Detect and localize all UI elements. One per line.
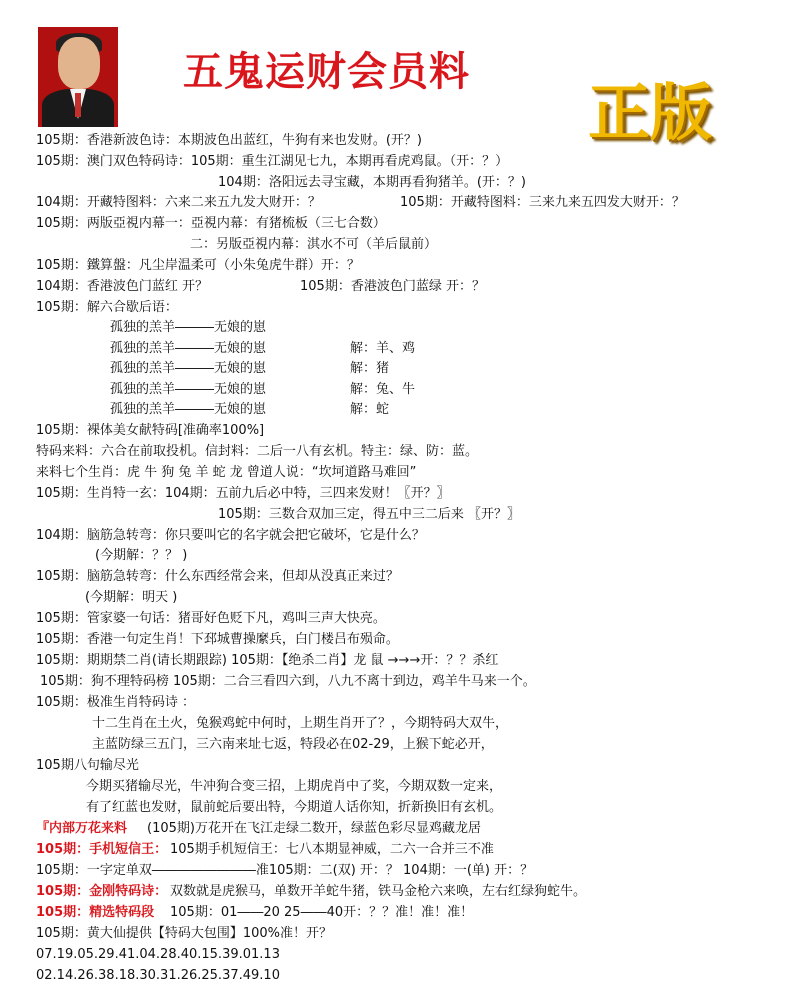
text-line: 105期：脑筋急转弯：什么东西经常会来，但却从没真正来过？ — [36, 569, 399, 584]
text-line: 104期：香港波色门蓝红 开？ — [36, 279, 208, 294]
text-line: 主蓝防绿三五门，三六南来址七返，特段必在02-29，上猴下蛇必开， — [92, 737, 494, 752]
text-line: 105期：管家婆一句话：猪哥好色贬下凡，鸡叫三声大快亮。 — [36, 611, 386, 626]
text-line: 07.19.05.29.41.04.28.40.15.39.01.13 — [36, 947, 280, 962]
page-title: 五鬼运财会员料 — [183, 49, 470, 95]
text-line: 孤独的羔羊―――无娘的崽 — [110, 341, 267, 356]
text-line: 105期：开藏特图料：三来九来五四发大财开：？ — [400, 195, 685, 210]
text-line: 104期：开藏特图料：六来二来五九发大财开：？ — [36, 195, 321, 210]
text-line: 105期：香港新波色诗：本期波色出蓝红，牛狗有来也发财。(开？) — [36, 133, 422, 148]
text-line: 105期：01――20 25――40开：？？准！准！准！ — [170, 905, 474, 920]
text-line: 解：羊、鸡 — [350, 341, 416, 356]
text-line: 孤独的羔羊―――无娘的崽 — [110, 320, 267, 335]
text-line: 二：另版亞視内幕：淇水不可（羊后鼠前） — [190, 237, 438, 252]
text-line: 105期：生肖特一玄：104期：五前九后必中特，三四来发财！〖开？〗 — [36, 486, 450, 501]
text-line: 105期八句输尽光 — [36, 758, 139, 773]
text-line: 十二生肖在土火，兔猴鸡蛇中何时，上期生肖开了？，今期特码大双牛， — [92, 716, 509, 731]
text-line: 105期：裸体美女献特码[准确率100%] — [36, 423, 265, 438]
text-line: 孤独的羔羊―――无娘的崽 — [110, 402, 267, 417]
text-line: 105期：金刚特码诗： — [36, 884, 168, 899]
text-line: 104期：洛阳远去寻宝藏，本期再看狗猪羊。(开：？) — [218, 175, 526, 190]
text-line: 来料七个生肖：虎 牛 狗 兔 羊 蛇 龙 曾道人说：“坎坷道路马难回” — [36, 465, 417, 480]
text-line: 105期：精选特码段 — [36, 905, 155, 920]
text-line: 双数就是虎猴马，单数开羊蛇牛猪，铁马金枪六来唤，左右红绿狗蛇牛。 — [170, 884, 587, 899]
text-line: 105期手机短信王：七八本期显神威，二六一合并三不准 — [170, 842, 494, 857]
genuine-stamp: 正版 — [588, 76, 713, 149]
text-line: 孤独的羔羊―――无娘的崽 — [110, 361, 267, 376]
text-line: 105期：狗不理特码榜 105期：二合三看四六到，八九不离十到边，鸡羊牛马来一个。 — [40, 674, 536, 689]
text-line: 105期：澳门双色特码诗：105期：重生江湖见七九，本期再看虎鸡鼠。（开：？） — [36, 154, 509, 169]
portrait-photo — [38, 27, 118, 127]
text-line: 105期：一字定单双――――――――准105期：二(双) 开：？ 104期：一(单) 开：？ — [36, 863, 534, 878]
text-line: (今期解：？？ ) — [95, 548, 188, 563]
text-line: 105期：三数合双加三定，得五中三二后来 〖开？〗 — [218, 507, 520, 522]
text-line: 『内部万花来料 — [36, 821, 128, 836]
text-line: (105期)万花开在飞江走绿二数开，绿蓝色彩尽显鸡藏龙居 — [147, 821, 481, 836]
text-line: 解：猪 — [350, 361, 390, 376]
text-line: 02.14.26.38.18.30.31.26.25.37.49.10 — [36, 968, 280, 983]
text-line: 105期：香港一句定生肖！下邳城曹操縻兵，白门楼吕布殒命。 — [36, 632, 399, 647]
text-line: 105期：香港波色门蓝绿 开：？ — [300, 279, 485, 294]
text-line: 有了红蓝也发财，鼠前蛇后要出特，今期道人话你知，折新换旧有玄机。 — [86, 800, 503, 815]
text-line: 105期：极准生肖特码诗 ： — [36, 695, 195, 710]
text-line: 105期：鐵算盤：凡尘岸温柔可（小朱兔虎牛群）开：？ — [36, 258, 360, 273]
text-line: 105期：两版亞視内幕一：亞視内幕：有猪梳板（三七合数） — [36, 216, 386, 231]
text-line: 105期：手机短信王： — [36, 842, 168, 857]
text-line: 105期：解六合歇后语： — [36, 300, 178, 315]
text-line: (今期解：明天 ) — [85, 590, 178, 605]
text-line: 104期：脑筋急转弯：你只要叫它的名字就会把它破坏，它是什么？ — [36, 528, 425, 543]
text-line: 今期买猪输尽光，牛冲狗合变三招，上期虎肖中了奖，今期双数一定来， — [86, 779, 503, 794]
text-line: 孤独的羔羊―――无娘的崽 — [110, 382, 267, 397]
text-line: 解：蛇 — [350, 402, 390, 417]
text-line: 解：兔、牛 — [350, 382, 416, 397]
text-line: 特码来料：六合在前取投机。信封料：二后一八有玄机。特主：绿、防：蓝。 — [36, 444, 479, 459]
text-line: 105期：黄大仙提供【特码大包围】100%准！开？ — [36, 926, 332, 941]
text-line: 105期：期期禁二肖(请长期跟踪) 105期：【绝杀二肖】龙 鼠 →→→开：？？杀红 — [36, 653, 499, 668]
